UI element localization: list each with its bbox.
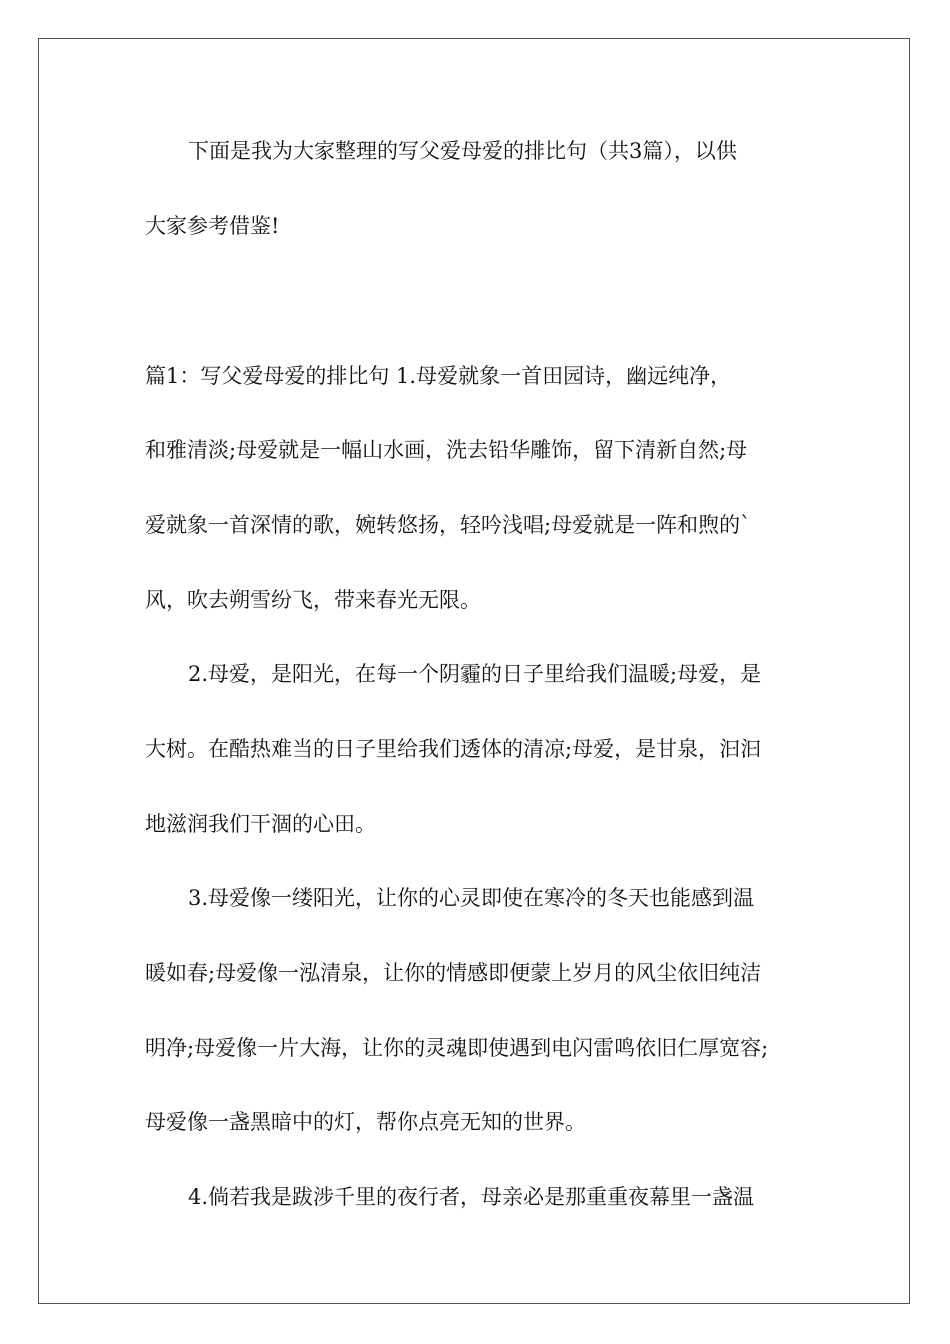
paragraph-3-line-3: 明净;母爱像一片大海，让你的灵魂即使遇到电闪雷鸣依旧仁厚宽容;: [145, 1036, 769, 1060]
paragraph-3-line-4: 母爱像一盏黑暗中的灯，帮你点亮无知的世界。: [145, 1110, 586, 1134]
paragraph-2-line-1: 2.母爱，是阳光，在每一个阴霾的日子里给我们温暖;母爱，是: [188, 662, 762, 686]
section-1-line-2: 和雅清淡;母爱就是一幅山水画，洗去铅华雕饰，留下清新自然;母: [145, 438, 748, 462]
paragraph-2-line-2: 大树。在酷热难当的日子里给我们透体的清凉;母爱，是甘泉，汩汩: [145, 737, 762, 761]
section-1-line-4: 风，吹去朔雪纷飞，带来春光无限。: [145, 588, 481, 612]
intro-line-2: 大家参考借鉴!: [145, 214, 280, 238]
section-1-line-3: 爱就象一首深情的歌，婉转悠扬，轻吟浅唱;母爱就是一阵和煦的`: [145, 513, 751, 537]
intro-line-1: 下面是我为大家整理的写父爱母爱的排比句（共3篇），以供: [188, 139, 737, 163]
paragraph-3-line-2: 暖如春;母爱像一泓清泉，让你的情感即便蒙上岁月的风尘依旧纯洁: [145, 961, 762, 985]
paragraph-2-line-3: 地滋润我们干涸的心田。: [145, 812, 376, 836]
paragraph-3-line-1: 3.母爱像一缕阳光，让你的心灵即使在寒冷的冬天也能感到温: [188, 886, 755, 910]
paragraph-4-line-1: 4.倘若我是跋涉千里的夜行者，母亲必是那重重夜幕里一盏温: [188, 1185, 755, 1209]
section-1-line-1: 篇1：写父爱母爱的排比句 1.母爱就象一首田园诗，幽远纯净，: [145, 364, 732, 388]
